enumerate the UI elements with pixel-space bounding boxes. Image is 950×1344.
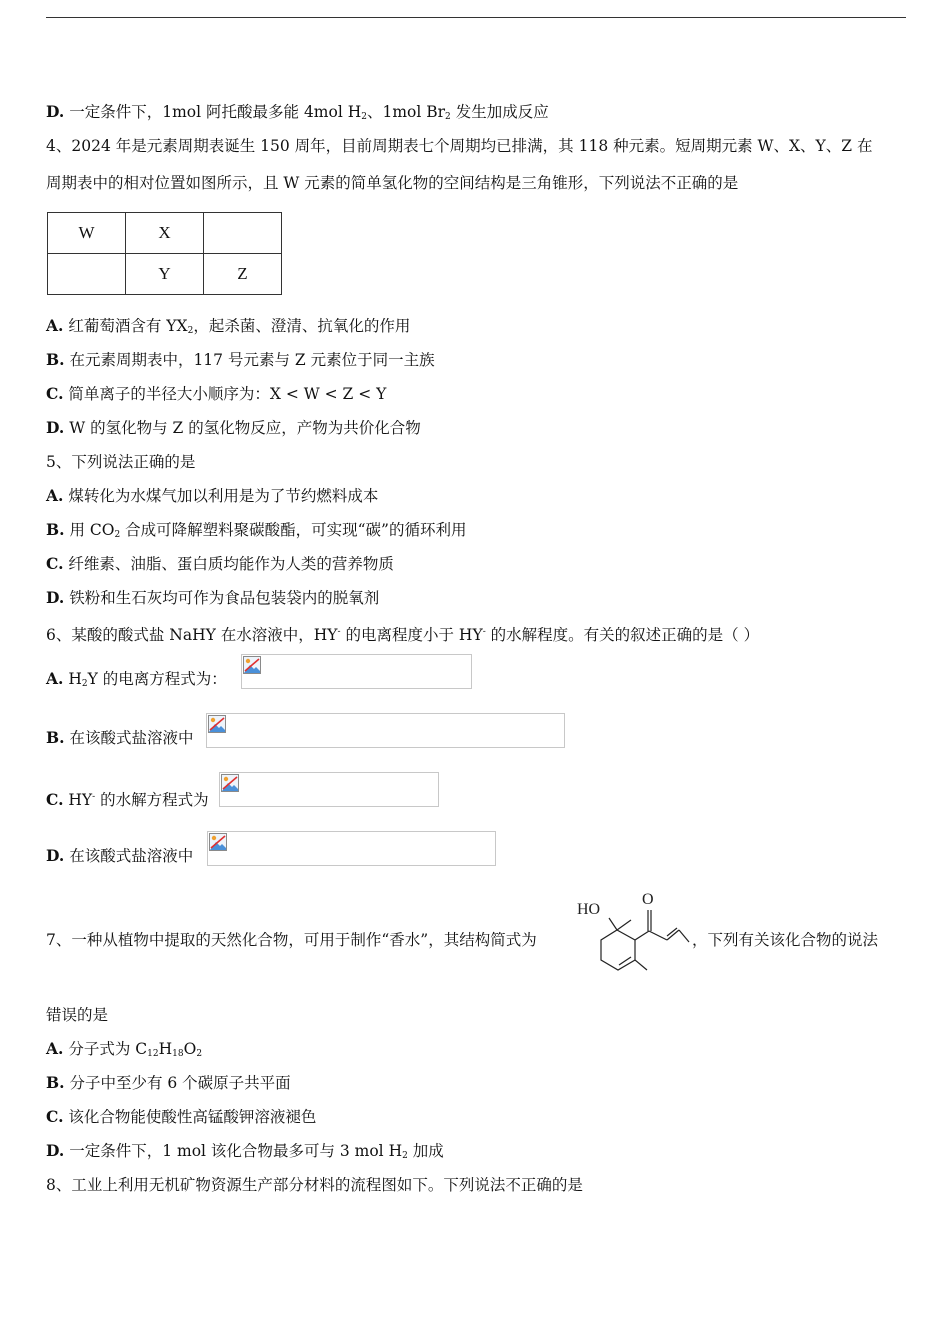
table-cell: X [126,213,204,254]
broken-image-icon [221,774,239,792]
equation-image-placeholder [207,831,496,866]
option-label: D. [46,846,65,865]
text: 在该酸式盐溶液中 [69,729,194,747]
subscript: 2 [114,530,121,540]
q4-option-b [46,350,435,370]
periodic-table-fragment [47,212,282,295]
q6-stem [46,622,759,645]
q6-option-a [46,669,227,694]
text: 的电离程度小于 HY [340,626,483,644]
q5-option-c [46,554,394,574]
q6-option-c [46,787,209,810]
text: 纤维素、油脂、蛋白质均能作为人类的营养物质 [68,555,394,573]
option-label: A. [46,486,64,505]
broken-image-icon [243,656,261,674]
q7-option-b [46,1073,291,1093]
option-label: D. [46,418,65,437]
text: 发生加成反应 [450,103,549,121]
subscript: 2 [196,1049,203,1059]
text: 用 CO [69,521,115,539]
text: HY [68,791,93,809]
option-label: C. [46,1107,64,1126]
q7-stem-line-2: 错误的是 [46,1006,109,1024]
equation-image-placeholder [241,654,472,689]
subscript: 12 [147,1049,159,1059]
q5-option-b [46,520,466,545]
table-cell [204,213,282,254]
equation-image-placeholder [206,713,565,748]
text: 的水解程度。有关的叙述正确的是（ ） [485,626,760,644]
broken-image-icon [208,715,226,733]
chemical-structure-diagram [575,888,695,978]
option-label: C. [46,790,64,809]
superscript: - [92,792,96,802]
option-label: A. [46,1039,64,1058]
option-label: B. [46,520,65,539]
text: 分子中至少有 6 个碳原子共平面 [69,1074,291,1092]
q4-option-a [46,316,410,341]
text: 分子式为 C [68,1040,148,1058]
table-cell [48,254,126,295]
q7-option-a [46,1039,202,1064]
option-label: C. [46,554,64,573]
q7-stem-line-1: 7、一种从植物中提取的天然化合物，可用于制作“香水”，其结构简式为 [46,931,537,949]
subscript: 2 [187,326,194,336]
q5-stem: 5、下列说法正确的是 [46,453,196,471]
table-cell: Y [126,254,204,295]
q4-stem-line-2: 周期表中的相对位置如图所示，且 W 元素的简单氢化物的空间结构是三角锥形，下列说法不正确的是 [46,174,739,192]
q7-option-d [46,1141,444,1166]
text: 合成可降解塑料聚碳酸酯，可实现“碳”的循环利用 [120,521,467,539]
q6-option-b [46,728,193,748]
q5-option-d [46,588,379,608]
option-label: D. [46,1141,65,1160]
text: 加成 [407,1142,444,1160]
subscript: 18 [172,1049,184,1059]
option-label: B. [46,728,65,747]
header-rule [46,17,906,18]
subscript: 2 [402,1151,408,1161]
q8-stem: 8、工业上利用无机矿物资源生产部分材料的流程图如下。下列说法不正确的是 [46,1176,583,1194]
q5-option-a [46,486,378,506]
option-label: D. [46,102,65,121]
text: 简单离子的半径大小顺序为：X < W < Z < Y [68,385,387,403]
option-label: C. [46,384,64,403]
subscript: 2 [445,112,451,122]
equation-image-placeholder [219,772,439,807]
text: 在元素周期表中，117 号元素与 Z 元素位于同一主族 [69,351,435,369]
q7-option-c [46,1107,316,1127]
superscript: - [337,627,341,637]
q7-stem-line-1-cont: ，下列有关该化合物的说法 [692,931,879,949]
superscript: - [482,627,486,637]
text: Y 的电离方程式为： [87,670,227,688]
table-cell: W [48,213,126,254]
text: O [183,1040,197,1058]
q4-option-d [46,418,421,438]
text: ，起杀菌、澄清、抗氧化的作用 [193,317,411,335]
text: 该化合物能使酸性高锰酸钾溶液褪色 [68,1108,317,1126]
option-label: A. [46,669,64,688]
option-label: B. [46,350,65,369]
structure-label-o: O [642,891,654,908]
text: H [68,670,82,688]
text: 一定条件下，1 mol 该化合物最多可与 3 mol H [69,1142,403,1160]
text: H [158,1040,173,1058]
text: 的水解方程式为 [95,791,209,809]
q6-option-d [46,846,193,866]
option-label: B. [46,1073,65,1092]
q4-stem-line-1: 4、2024 年是元素周期表诞生 150 周年，目前周期表七个周期均已排满，其 118 种元素。短周期元素 W、X、Y、Z 在 [46,137,873,155]
text: 一定条件下，1mol 阿托酸最多能 4mol H [69,103,362,121]
structure-label-ho: HO [577,901,601,918]
subscript: 2 [81,679,88,689]
text: 6、某酸的酸式盐 NaHY 在水溶液中，HY [46,626,338,644]
option-label: D. [46,588,65,607]
broken-image-icon [209,833,227,851]
text: 煤转化为水煤气加以利用是为了节约燃料成本 [68,487,379,505]
text: 铁粉和生石灰均可作为食品包装袋内的脱氧剂 [69,589,380,607]
table-cell: Z [204,254,282,295]
text: 在该酸式盐溶液中 [69,847,194,865]
text: W 的氢化物与 Z 的氢化物反应，产物为共价化合物 [69,419,421,437]
q4-option-c [46,384,386,404]
text: 红葡萄酒含有 YX [68,317,188,335]
subscript: 2 [361,112,367,122]
q3-option-d [46,102,549,127]
option-label: A. [46,316,64,335]
text: 、1mol Br [366,103,446,121]
